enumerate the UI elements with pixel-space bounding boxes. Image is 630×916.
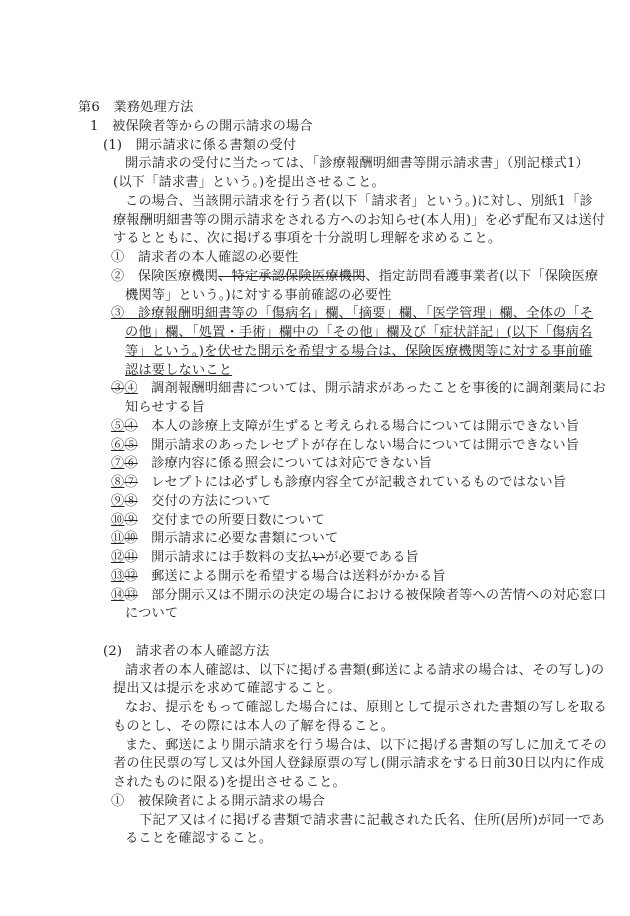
paragraph-line [0,718,630,737]
text: 開示請求には手数料の支払 [137,550,312,565]
list-item-continued [0,362,630,381]
underlined-text: ⑫ [111,550,125,565]
item-heading [0,643,630,662]
struck-text: ⑪ [124,550,138,565]
paragraph-line [0,699,630,718]
struck-text: ⑬ [124,587,138,603]
struck-text: ⑦ [124,475,138,490]
underlined-text: ⑨ [111,493,125,509]
struck-text: い [311,550,326,565]
list-item [0,512,630,531]
underlined-text: ⑭ [111,587,125,603]
text: レセプトには必ずしも診療内容全てが記載されているものではない旨 [137,475,567,490]
text: 交付までの所要日数について [137,512,325,528]
text: 交付の方法について [137,493,272,509]
text: が必要である旨 [325,550,419,565]
text: 下記ア又はイに掲げる書類で請求書に記載された氏名、住所(居所)が同一であ [139,812,605,828]
paragraph-line [0,230,630,249]
list-item [0,587,630,606]
struck-text: ⑤ [124,437,138,453]
list-item [0,437,630,456]
struck-text: ⑧ [124,493,138,509]
text: 療報酬明細書等の開示請求をされる方へのお知らせ(本人用)」を必ず配布又は送付 [113,212,606,228]
list-item [0,568,630,587]
list-item [0,493,630,512]
paragraph-line [0,174,630,193]
underlined-text: ⑤ [111,418,125,434]
subsection-heading [0,118,630,137]
list-item [0,793,630,812]
text: ② 保険医療機関 [111,268,219,284]
underlined-text: ④ [124,381,138,397]
paragraph-line [0,737,630,756]
struck-text: ⑨ [124,512,138,528]
text: (2) 請求者の本人確認方法 [103,643,270,659]
list-item [0,418,630,437]
underlined-text: ⑬ [111,568,125,584]
struck-text: ④ [124,418,138,434]
struck-text: ⑫ [124,568,138,584]
paragraph-line [0,812,630,831]
text: 機関等」という。)に対する事前確認の必要性 [125,287,392,303]
underlined-text: 等」という。)を伏せた開示を希望する場合は、保険医療機関等に対する事前確 [125,343,593,359]
list-item [0,249,630,268]
paragraph-line [0,212,630,231]
item-heading [0,137,630,156]
list-item-continued [0,399,630,418]
underlined-text: の他」欄、「処置・手術」欄中の「その他」欄及び「症状詳記」(以下「傷病名 [125,325,593,340]
list-item-continued [0,343,630,362]
text: ものとし、その際には本人の了解を得ること。 [113,718,395,734]
text: なお、提示をもって確認した場合には、原則として提示された書類の写しを取る [125,700,607,715]
paragraph-line [0,830,630,849]
text: この場合、当該開示請求を行う者(以下「請求者」という。)に対し、別紙1「診 [125,193,593,209]
text: 知らせする旨 [125,400,205,415]
list-item [0,380,630,399]
text: ることを確認すること。 [125,831,273,847]
paragraph-line [0,155,630,174]
list-item [0,305,630,324]
list-item [0,474,630,493]
underlined-text: ③ 診療報酬明細書等の「傷病名」欄、「摘要」欄、「医学管理」欄、全体の「そ [111,306,594,322]
text: ① 被保険者による開示請求の場合 [111,793,326,809]
text: 開示請求に必要な書類について [137,531,339,547]
text: 提出又は提示を求めて確認すること。 [113,681,341,697]
list-item [0,549,630,568]
text: (1) 開示請求に係る書類の受付 [103,137,297,153]
underlined-text: ⑩ [111,512,125,528]
text: 部分開示又は不開示の決定の場合における被保険者等への苦情への対応窓口 [137,587,607,603]
text: 診療内容に係る照会については対応できない旨 [137,456,433,472]
text: 1 被保険者等からの開示請求の場合 [90,118,313,134]
text: 、指定訪問看護事業者(以下「保険医療 [365,268,599,284]
underlined-text: ⑥ [111,437,125,453]
paragraph-line [0,680,630,699]
text: されたものに限る)を提出させること。 [113,775,346,790]
blank-line [0,624,630,643]
list-item [0,268,630,287]
text: 開示請求のあったレセプトが存在しない場合については開示できない旨 [137,437,580,453]
document-page [0,99,630,849]
text: 本人の診療上支障が生ずると考えられる場合については開示できない旨 [137,418,580,434]
underlined-text: ⑦ [111,456,125,472]
text: 者の住民票の写し又は外国人登録原票の写し(開示請求をする日前30日以内に作成 [113,756,605,772]
list-item [0,530,630,549]
struck-text: 、特定承認保険医療機関 [218,268,366,284]
text: するとともに、次に掲げる事項を十分説明し理解を求めること。 [113,231,502,247]
text: ① 請求者の本人確認の必要性 [111,250,299,265]
underlined-text: ⑪ [111,531,125,547]
list-item-continued [0,287,630,306]
text: また、郵送により開示請求を行う場合は、以下に掲げる書類の写しに加えてその [125,737,607,753]
struck-text: ③ [111,381,125,397]
text: 調剤報酬明細書については、開示請求があったことを事後的に調剤薬局にお [137,381,606,397]
underlined-text: 認は要しないこと [125,362,233,378]
list-item-continued [0,324,630,343]
paragraph-line [0,193,630,212]
text: (以下「請求書」という。)を提出させること。 [113,175,385,190]
section-heading [0,99,630,118]
struck-text: ⑥ [124,456,138,472]
paragraph-line [0,774,630,793]
text: 請求者の本人確認は、以下に掲げる書類(郵送による請求の場合は、その写し)の [125,662,605,678]
text: 第6 業務処理方法 [78,100,194,115]
underlined-text: ⑧ [111,475,125,490]
text: 開示請求の受付に当たっては、「診療報酬明細書等開示請求書」（別記様式1） [125,156,589,172]
text: について [125,606,179,622]
paragraph-line [0,662,630,681]
struck-text: ⑩ [124,531,138,547]
paragraph-line [0,755,630,774]
list-item [0,455,630,474]
text: 郵送による開示を希望する場合は送料がかかる旨 [137,568,446,584]
list-item-continued [0,605,630,624]
